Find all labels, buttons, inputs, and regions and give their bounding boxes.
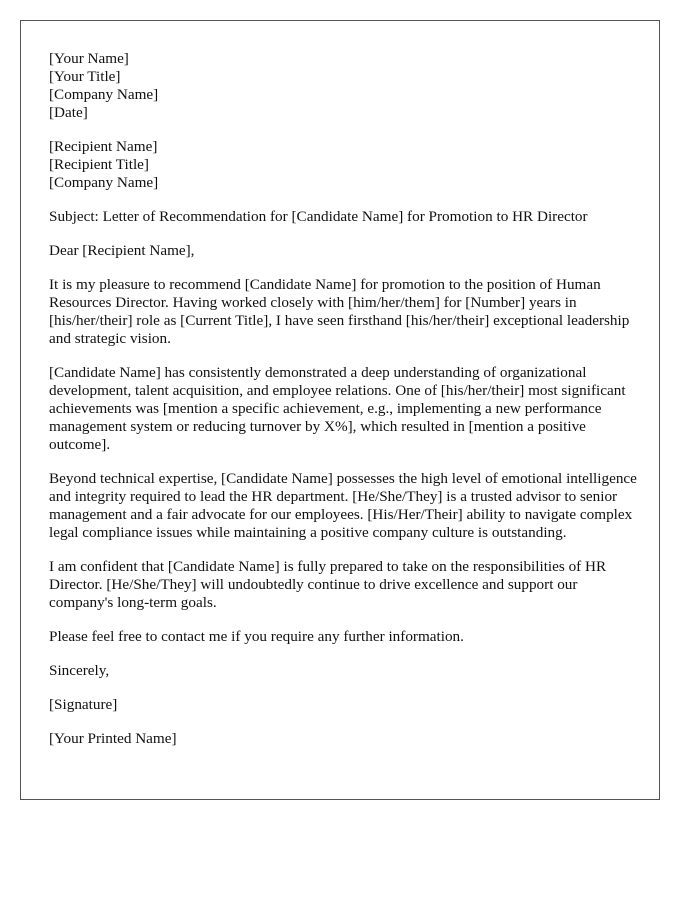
body-paragraph-intro: It is my pleasure to recommend [Candidate Name] for promotion to the position of Human Resources Director. Having worked closely with [him/her/them] for [Number] years in [his/her/their] role as [Current Title], I have seen firsthand [his/her/their] exceptional leadership and strategic vision. xyxy=(49,276,630,347)
body-paragraph-confidence: I am confident that [Candidate Name] is fully prepared to take on the responsibilities of HR Director. [He/She/They] will undoubtedly continue to drive excellence and support our company's long-term goals. xyxy=(49,558,607,611)
subject-line: Subject: Letter of Recommendation for [Candidate Name] for Promotion to HR Director xyxy=(49,208,588,225)
signature-placeholder: [Signature] xyxy=(49,696,118,713)
sender-title: [Your Title] xyxy=(49,68,121,85)
body-paragraph-qualities: Beyond technical expertise, [Candidate Name] possesses the high level of emotional intelligence and integrity required to lead the HR department. [He/She/They] is a trusted advisor to senior management and a fair advocate for our employees. [His/Her/Their] ability to navigate complex legal compliance issues while maintaining a positive company culture is outstanding. xyxy=(49,470,637,541)
recipient-name: [Recipient Name] xyxy=(49,138,158,155)
recipient-company: [Company Name] xyxy=(49,174,159,191)
sender-name: [Your Name] xyxy=(49,50,129,67)
salutation: Dear [Recipient Name], xyxy=(49,242,195,259)
recommendation-letter xyxy=(20,20,660,800)
sender-company: [Company Name] xyxy=(49,86,159,103)
body-paragraph-contact: Please feel free to contact me if you require any further information. xyxy=(49,628,464,645)
body-paragraph-achievements: [Candidate Name] has consistently demonstrated a deep understanding of organizational development, talent acquisition, and employee relations. One of [his/her/their] most significant achievements was [mention a specific achievement, e.g., implementing a new performance management system or reducing turnover by X%], which resulted in [mention a positive outcome]. xyxy=(49,364,626,453)
letter-date: [Date] xyxy=(49,104,88,121)
closing: Sincerely, xyxy=(49,662,110,679)
recipient-block xyxy=(49,138,637,192)
sender-block xyxy=(49,50,637,122)
recipient-title: [Recipient Title] xyxy=(49,156,149,173)
printed-name: [Your Printed Name] xyxy=(49,730,177,747)
